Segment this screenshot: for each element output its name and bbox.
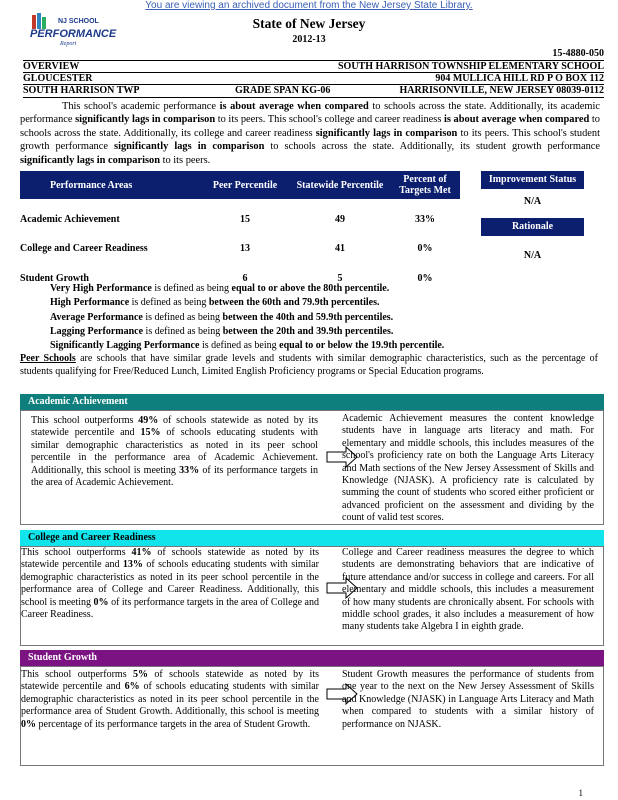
page-number: 1: [578, 788, 583, 798]
address-line-1: 904 MULLICA HILL RD P O BOX 112: [435, 73, 604, 84]
statewide-percentile: 41: [335, 243, 345, 254]
section-header-college-career-readiness: College and Career Readiness: [20, 530, 604, 546]
section-header-student-growth: Student Growth: [20, 650, 604, 666]
definition-line: Very High Performance is defined as being equal to or above the 80th percentile.: [50, 283, 390, 294]
performance-table: [20, 171, 460, 284]
header-performance-areas: Performance Areas: [20, 171, 200, 199]
peer-percentile: 13: [240, 243, 250, 254]
table-row: [20, 225, 460, 254]
area-name: Student Growth: [20, 273, 89, 284]
header-divider: [23, 97, 604, 98]
school-id: 15-4880-050: [552, 48, 604, 59]
section-header-academic-achievement: Academic Achievement: [20, 394, 604, 410]
definition-line: High Performance is defined as being between the 60th and 79.9th percentiles.: [50, 297, 380, 309]
section-right-text: Student Growth measures the performance of students from one year to the next on the New Jersey Assessment of Skills and Knowledge (NJASK) in Language Arts Literacy and Math when compared to students with a similar history of performance on NJASK.: [342, 669, 594, 730]
statewide-percentile: 49: [335, 214, 345, 225]
definition-line: Lagging Performance is defined as being between the 20th and 39.9th percentiles.: [50, 325, 394, 337]
section-box-academic-achievement: [20, 410, 604, 525]
peer-schools-paragraph: Peer Schools are schools that have similar grade levels and students with similar demographic characteristics, such as the percentage of students qualifying for Free/Reduced Lunch, Limited English Proficiency programs or Special Education programs.: [20, 353, 598, 377]
peer-percentile: 6: [242, 273, 248, 284]
logo-top-text: NJ SCHOOL: [58, 18, 99, 25]
header-statewide-percentile: Statewide Percentile: [290, 171, 390, 199]
grade-span: GRADE SPAN KG-06: [235, 85, 331, 96]
logo-main-text: PERFORMANCE: [30, 28, 117, 40]
targets-met: 0%: [417, 243, 433, 254]
section-right-text: Academic Achievement measures the content knowledge students have in language arts literacy and math. For elementary and middle schools, this includes measures of the school's proficiency rate on both the Language Arts Literacy and Math sections of the New Jersey Assessment of Skills and Knowledge (NJASK). A proficiency rate is calculated by summing the count of students who scored either proficient or advanced proficient on the assessment and dividing by the count of valid test scores.: [342, 413, 594, 524]
address-line-2: HARRISONVILLE, NEW JERSEY 08039-0112: [399, 85, 604, 96]
definition-line: Average Performance is defined as being between the 40th and 59.9th percentiles.: [50, 311, 394, 323]
section-left-text: This school outperforms 49% of schools statewide as noted by its statewide percentile and 15% of schools educating students with similar demographic characteristics as noted in its peer school percentile in the performance area of Academic Achievement. Additionally, this school is meeting 33% of its performance targets in the area of Academic Achievement.: [31, 415, 319, 489]
rationale-value: N/A: [523, 250, 542, 261]
section-box-college-career-readiness: [20, 546, 604, 646]
improvement-status-header: Improvement Status: [481, 171, 584, 189]
peer-schools-term: Peer Schools: [20, 353, 76, 364]
improvement-status-value: N/A: [523, 196, 542, 207]
section-box-student-growth: [20, 666, 604, 766]
county-name: GLOUCESTER: [23, 73, 93, 84]
header-peer-percentile: Peer Percentile: [200, 171, 290, 199]
performance-definitions: [50, 282, 590, 353]
overview-label: OVERVIEW: [23, 61, 80, 72]
school-name: SOUTH HARRISON TOWNSHIP ELEMENTARY SCHOOL: [337, 61, 604, 72]
section-left-text: This school outperforms 41% of schools statewide as noted by its statewide percentile and 13% of schools educating students with similar demographic characteristics as noted in its peer school percentile in the performance area of College and Career Readiness. Additionally, this school is meeting 0% of its performance targets in the area of College and Career Readiness.: [21, 547, 320, 621]
statewide-percentile: 5: [337, 273, 343, 284]
area-name: College and Career Readiness: [20, 243, 148, 254]
archive-notice-link[interactable]: You are viewing an archived document from the New Jersey State Library.: [145, 0, 473, 11]
page-title: State of New Jersey: [252, 16, 366, 31]
definition-line: Significantly Lagging Performance is defined as being equal to or below the 19.9th percentile.: [50, 340, 445, 352]
report-year: 2012-13: [292, 34, 326, 45]
section-left-text: This school outperforms 5% of schools statewide as noted by its statewide percentile and 6% of schools educating students with similar demographic characteristics as noted in its peer school percentile in the performance area of Student Growth. Additionally, this school is meeting 0% percentage of its performance targets in the area of Student Growth.: [21, 669, 320, 730]
table-row: [20, 254, 460, 284]
targets-met: 0%: [417, 273, 433, 284]
peer-percentile: 15: [240, 214, 250, 225]
targets-met: 33%: [415, 214, 435, 225]
section-right-text: College and Career readiness measures the degree to which students are demonstrating behaviors that are indicative of future attendance and/or success in college and careers. For all elementary and middle schools, this includes a measurement of how many students are chronically absent. For schools with middle school grades, it also includes a measurement of how many students take Algebra I in eighth grade.: [342, 547, 594, 633]
table-row: [20, 199, 460, 225]
header-percent-targets-met: Percent of Targets Met: [390, 171, 460, 199]
area-name: Academic Achievement: [20, 214, 120, 225]
rationale-header: Rationale: [481, 218, 584, 236]
logo-sub-text: Report: [60, 41, 77, 47]
district-name: SOUTH HARRISON TWP: [23, 85, 140, 96]
summary-paragraph: This school's academic performance is about average when compared to schools across the state. Additionally, its academic performance significantly lags in comparison to its peers. This school's college and career readiness is about average when compared to schools across the state. Additionally, its college and career readiness significantly lags in comparison to its peers. This school's student growth performance significantly lags in comparison to schools across the state. Additionally, its student growth performance significantly lags in comparison to its peers.: [20, 101, 601, 166]
